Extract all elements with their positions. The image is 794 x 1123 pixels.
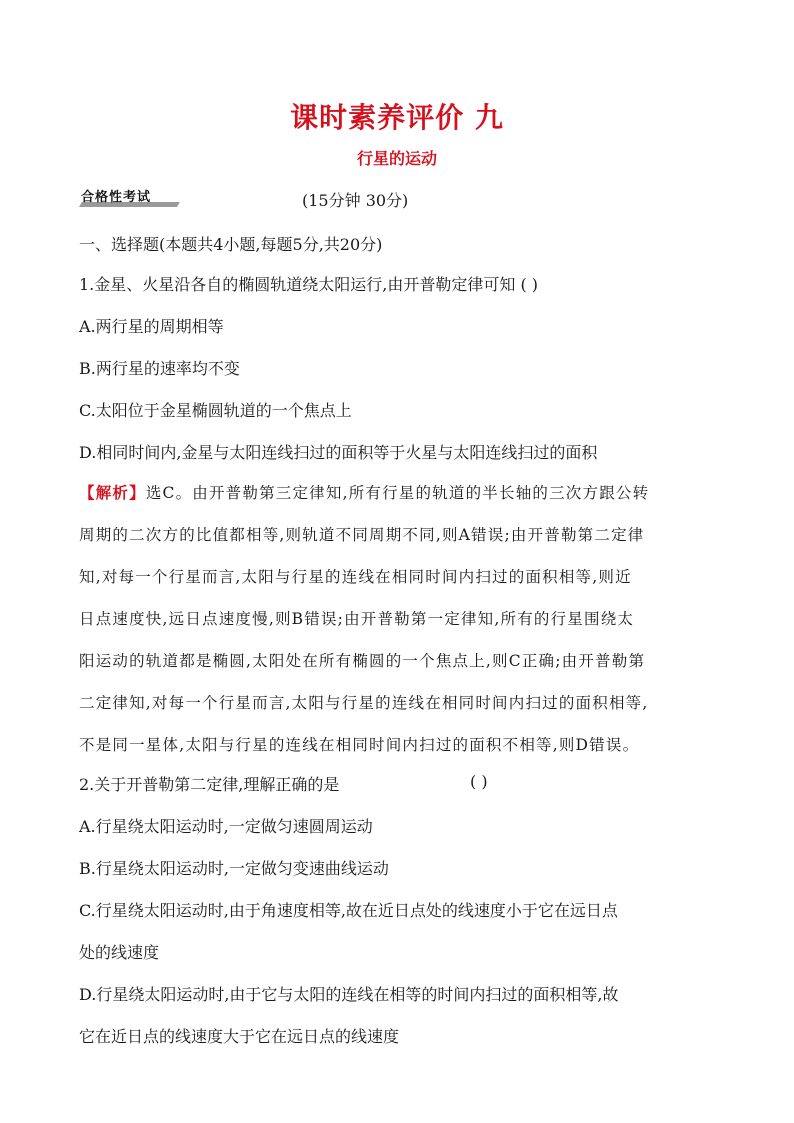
analysis-line: 不是同一星体,太阳与行星的连线在相同时间内扫过的面积不相等,则D错误。	[79, 736, 640, 754]
page-subtitle: 行星的运动	[356, 149, 437, 168]
question-2-option-d-cont: 它在近日点的线速度大于它在远日点的线速度	[79, 1027, 400, 1046]
question-1-option-b: B.两行星的速率均不变	[79, 359, 240, 378]
question-2-option-d: D.行星绕太阳运动时,由于它与太阳的连线在相等的时间内扫过的面积相等,故	[79, 985, 619, 1004]
answer-blank: ( )	[470, 772, 488, 791]
analysis-line: 【解析】选C。由开普勒第三定律知,所有行星的轨道的半长轴的三次方跟公转	[79, 483, 650, 502]
question-1-option-d: D.相同时间内,金星与太阳连线扫过的面积等于火星与太阳连线扫过的面积	[79, 443, 598, 462]
question-1-stem: 1.金星、火星沿各自的椭圆轨道绕太阳运行,由开普勒定律可知 ( )	[79, 275, 539, 294]
analysis-tag: 【解析】	[79, 483, 146, 502]
analysis-line: 二定律知,对每一个行星而言,太阳与行星的连线在相同时间内扫过的面积相等,	[79, 694, 649, 712]
analysis-line: 日点速度快,远日点速度慢,则B错误;由开普勒第一定律知,所有的行星围绕太	[79, 610, 635, 628]
part-heading: 一、选择题(本题共4小题,每题5分,共20分)	[79, 235, 383, 254]
section-badge	[79, 186, 177, 206]
page-title: 课时素养评价 九	[290, 101, 504, 134]
question-2-option-a: A.行星绕太阳运动时,一定做匀速圆周运动	[79, 817, 373, 836]
question-2-option-c-cont: 处的线速度	[79, 943, 160, 962]
question-2-option-c: C.行星绕太阳运动时,由于角速度相等,故在近日点处的线速度小于它在远日点	[79, 901, 618, 920]
badge-label: 合格性考试	[81, 190, 152, 205]
question-1-option-a: A.两行星的周期相等	[79, 317, 224, 336]
question-2-stem: 2.关于开普勒第二定律,理解正确的是	[79, 775, 340, 794]
analysis-line: 阳运动的轨道都是椭圆,太阳处在所有椭圆的一个焦点上,则C正确;由开普勒第	[79, 652, 646, 670]
question-1-option-c: C.太阳位于金星椭圆轨道的一个焦点上	[79, 401, 352, 420]
time-note: (15分钟 30分)	[302, 191, 409, 210]
analysis-line: 知,对每一个行星而言,太阳与行星的连线在相同时间内扫过的面积相等,则近	[79, 568, 632, 586]
question-2-option-b: B.行星绕太阳运动时,一定做匀变速曲线运动	[79, 859, 389, 878]
analysis-line: 周期的二次方的比值都相等,则轨道不同周期不同,则A错误;由开普勒第二定律	[79, 526, 645, 544]
